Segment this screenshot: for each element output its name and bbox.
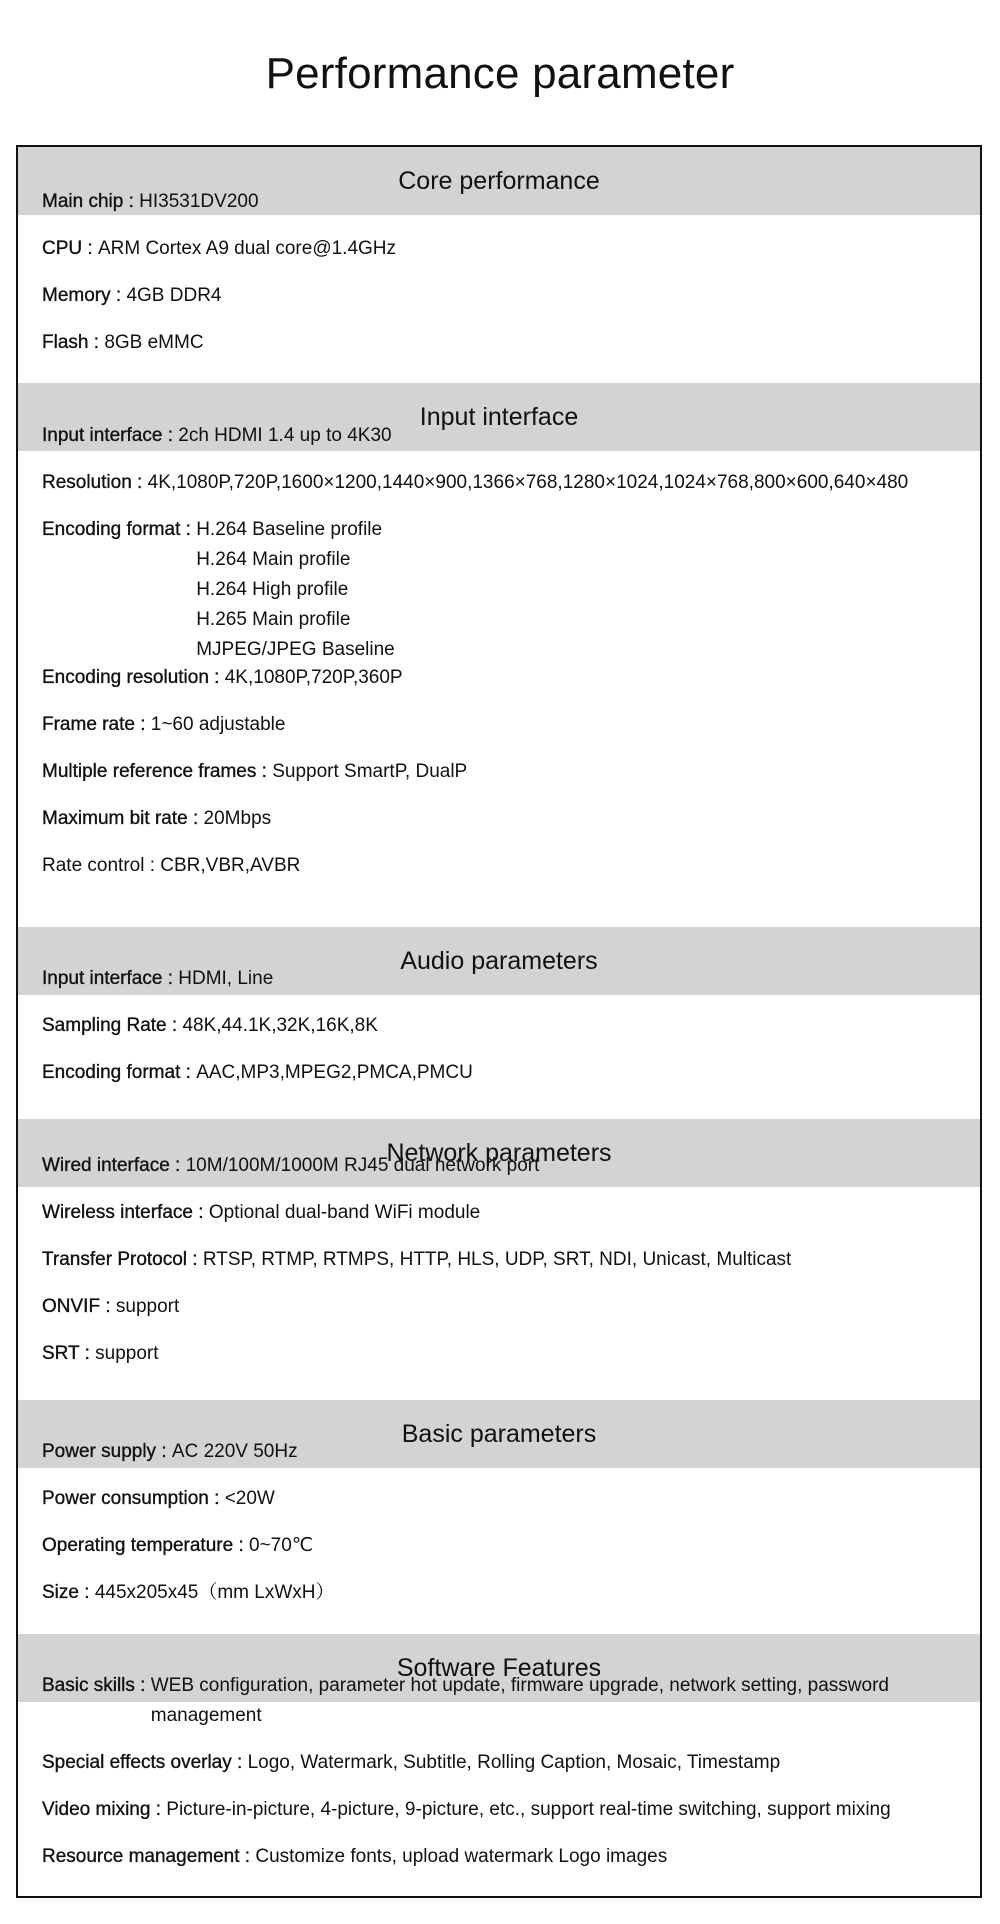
spec-value-line: 4GB DDR4 (126, 285, 222, 306)
spec-row (42, 1245, 972, 1275)
spec-value-line: Support SmartP, DualP (272, 761, 468, 782)
spec-row (42, 1151, 972, 1181)
spec-row (42, 515, 972, 665)
section-basic-parameters-header: Basic parameters (18, 1400, 980, 1468)
spec-value-line: 10M/100M/1000M RJ45 dual network port (185, 1155, 540, 1176)
spec-table (16, 145, 982, 1898)
spec-row (42, 663, 972, 693)
section-input-interface-header: Input interface (18, 383, 980, 451)
spec-value-line: MJPEG/JPEG Baseline (196, 639, 395, 660)
spec-value (95, 1339, 158, 1369)
section-audio-parameters-header: Audio parameters (18, 927, 980, 995)
spec-label: Size : (42, 1582, 95, 1603)
spec-row (42, 1484, 972, 1514)
spec-value (196, 1058, 473, 1088)
spec-value (186, 1151, 540, 1181)
spec-value (209, 1198, 480, 1228)
spec-row (42, 1842, 972, 1872)
spec-value-line: H.264 Main profile (196, 549, 351, 570)
spec-value (249, 1531, 313, 1561)
spec-value (151, 710, 286, 740)
spec-value (139, 187, 258, 217)
spec-value-line: H.264 Baseline profile (196, 519, 383, 540)
spec-label: Main chip : (42, 191, 140, 212)
section-software-features-header: Software Features (18, 1634, 980, 1702)
spec-row (42, 1058, 972, 1088)
spec-row (42, 804, 972, 834)
spec-row (42, 1011, 972, 1041)
spec-label: Transfer Protocol : (42, 1249, 203, 1270)
spec-value (116, 1292, 179, 1322)
spec-row (42, 1198, 972, 1228)
spec-value (98, 234, 396, 264)
spec-value-line: 445x205x45（mm LxWxH） (94, 1582, 335, 1603)
spec-row (42, 710, 972, 740)
spec-label: Power consumption : (42, 1488, 225, 1509)
spec-row (42, 234, 972, 264)
spec-row (42, 187, 972, 217)
spec-row (42, 1531, 972, 1561)
spec-value (182, 1011, 377, 1041)
spec-value (166, 1795, 890, 1825)
spec-label: Input interface : (42, 425, 179, 446)
spec-value-line: 0~70℃ (249, 1535, 314, 1556)
spec-value-line: WEB configuration, parameter hot update, firmware upgrade, network setting, password (150, 1675, 889, 1696)
page-title: Performance parameter (265, 49, 735, 98)
spec-row (42, 1671, 972, 1731)
spec-value-line: Optional dual-band WiFi module (208, 1202, 481, 1223)
spec-value (126, 281, 221, 311)
spec-row (42, 328, 972, 358)
spec-value-line: 48K,44.1K,32K,16K,8K (182, 1015, 378, 1036)
spec-label: SRT : (42, 1343, 96, 1364)
spec-row (42, 421, 972, 451)
spec-label: ONVIF : (42, 1296, 116, 1317)
spec-value (178, 964, 273, 994)
spec-value-line: support (115, 1296, 180, 1317)
spec-value (225, 663, 403, 693)
spec-row (42, 1339, 972, 1369)
spec-value (172, 1437, 298, 1467)
spec-label: Maximum bit rate : (42, 808, 204, 829)
spec-label: Input interface : (42, 968, 179, 989)
spec-label: Wired interface : (42, 1155, 186, 1176)
spec-label: Rate control : (42, 855, 161, 876)
spec-label: Special effects overlay : (42, 1752, 248, 1773)
spec-label: Frame rate : (42, 714, 151, 735)
spec-value (255, 1842, 667, 1872)
section-network-parameters-header: Network parameters (18, 1119, 980, 1187)
spec-value-line: RTSP, RTMP, RTMPS, HTTP, HLS, UDP, SRT, NDI, Unicast, Multicast (202, 1249, 792, 1270)
spec-value (151, 1671, 889, 1731)
spec-value-line: management (150, 1705, 262, 1726)
spec-value-line: 4K,1080P,720P,360P (224, 667, 403, 688)
spec-value-line: H.264 High profile (196, 579, 349, 600)
spec-label: CPU : (42, 238, 98, 259)
spec-value-line: ARM Cortex A9 dual core@1.4GHz (97, 238, 397, 259)
spec-row (42, 1437, 972, 1467)
spec-label: Multiple reference frames : (42, 761, 273, 782)
spec-value-line: 8GB eMMC (104, 332, 204, 353)
spec-label: Encoding resolution : (42, 667, 225, 688)
spec-value-line: HDMI, Line (178, 968, 274, 989)
spec-value (248, 1748, 781, 1778)
spec-value-line: 2ch HDMI 1.4 up to 4K30 (178, 425, 392, 446)
spec-value (225, 1484, 275, 1514)
spec-value-line: Logo, Watermark, Subtitle, Rolling Caption, Mosaic, Timestamp (247, 1752, 781, 1773)
spec-value (272, 757, 467, 787)
spec-label: Sampling Rate : (42, 1015, 183, 1036)
spec-value (160, 851, 300, 881)
spec-label: Flash : (42, 332, 105, 353)
spec-row (42, 964, 972, 994)
section-core-performance-header: Core performance (18, 147, 980, 215)
spec-label: Encoding format : (42, 519, 197, 540)
spec-value-line: Picture-in-picture, 4-picture, 9-picture, etc., support real-time switching, support mixing (166, 1799, 891, 1820)
spec-value-line: Customize fonts, upload watermark Logo images (255, 1846, 668, 1867)
spec-value-line: AAC,MP3,MPEG2,PMCA,PMCU (196, 1062, 473, 1083)
spec-row (42, 468, 972, 498)
spec-value (178, 421, 391, 451)
spec-value (104, 328, 203, 358)
spec-label: Operating temperature : (42, 1535, 249, 1556)
spec-row (42, 1795, 972, 1825)
spec-value (95, 1578, 335, 1608)
spec-row (42, 281, 972, 311)
spec-row (42, 1578, 972, 1608)
spec-label: Basic skills : (42, 1675, 151, 1696)
spec-label: Encoding format : (42, 1062, 197, 1083)
spec-value (196, 515, 395, 665)
spec-row (42, 851, 972, 881)
spec-value (204, 804, 272, 834)
spec-row (42, 1292, 972, 1322)
spec-value (148, 468, 909, 498)
spec-label: Wireless interface : (42, 1202, 209, 1223)
spec-row (42, 757, 972, 787)
spec-value-line: AC 220V 50Hz (171, 1441, 298, 1462)
spec-value (203, 1245, 791, 1275)
spec-label: Memory : (42, 285, 127, 306)
spec-label: Resource management : (42, 1846, 256, 1867)
spec-row (42, 1748, 972, 1778)
spec-value-line: support (95, 1343, 159, 1364)
spec-value-line: H.265 Main profile (196, 609, 351, 630)
spec-value-line: 4K,1080P,720P,1600×1200,1440×900,1366×768,1280×1024,1024×768,800×600,640×480 (147, 472, 909, 493)
spec-value-line: HI3531DV200 (139, 191, 259, 212)
spec-value-line: 1~60 adjustable (150, 714, 286, 735)
spec-label: Power supply : (42, 1441, 172, 1462)
spec-label: Resolution : (42, 472, 148, 493)
spec-value-line: CBR,VBR,AVBR (160, 855, 301, 876)
spec-value-line: 20Mbps (203, 808, 272, 829)
spec-value-line: <20W (224, 1488, 275, 1509)
spec-label: Video mixing : (42, 1799, 167, 1820)
